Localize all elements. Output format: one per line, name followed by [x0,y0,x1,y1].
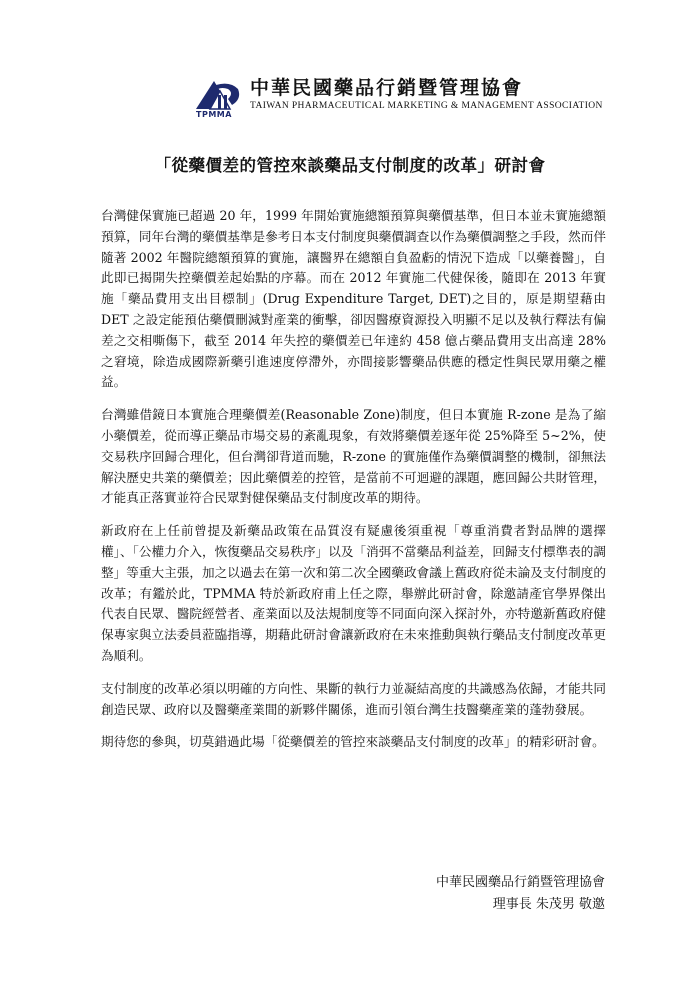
paragraph: 台灣健保實施已超過 20 年，1999 年開始實施總額預算與藥價基準，但日本並未實施總額預算，同年台灣的藥價基準是參考日本支付制度與藥價調查以作為藥價調整之手段，然而伴隨著 2002 年醫院總額預算的實施，讓醫界在總額自負盈虧的情況下造成「以藥養醫」，自此即已揭開失控藥價差起始點的序幕。而在 2012 年實施二代健保後，隨即在 2013 年實施「藥品費用支出目標制」(Drug Expenditure Target, DET)之目的，原是期望藉由 DET 之設定能預估藥價刪減對產業的衝擊，卻因醫療資源投入明顯不足以及執行釋法有偏差之交相嘶傷下，截至 2014 年失控的藥價差已年達約 458 億占藥品費用支出高達 28%之窘境，除造成國際新藥引進速度停滯外，亦間接影響藥品供應的穩定性與民眾用藥之權益。 [101,208,606,390]
document-title: 「從藥價差的管控來談藥品支付制度的改革」研討會 [154,156,546,175]
tpmma-logo [196,77,242,121]
org-names [250,77,603,113]
paragraph: 期待您的參與，切莫錯過此場「從藥價差的管控來談藥品支付制度的改革」的精彩研討會。 [101,734,605,750]
signature-block [436,872,605,916]
org-name-chinese: 中華民國藥品行銷暨管理協會 [250,77,524,99]
signature-org: 中華民國藥品行銷暨管理協會 [435,875,605,890]
signature-signer: 理事長 朱茂男 敬邀 [492,897,605,912]
org-name-english: TAIWAN PHARMACEUTICAL MARKETING & MANAGEMENT ASSOCIATION [250,101,603,111]
paragraph: 台灣雖借鏡日本實施合理藥價差(Reasonable Zone)制度，但日本實施 R-zone 是為了縮小藥價差，從而導正藥品市場交易的紊亂現象，有效將藥價差逐年從 25%降至 5~2%，使交易秩序回歸合理化，但台灣卻背道而馳，R-zone 的實施僅作為藥價調整的機制，卻無法解決歷史共業的藥價差；因此藥價差的控管，是當前不可迴避的課題，應回歸公共財管理，才能真正落實並符合民眾對健保藥品支付制度改革的期待。 [101,407,606,506]
document-body [101,206,606,765]
letterhead [196,77,603,121]
paragraph: 支付制度的改革必須以明確的方向性、果斷的執行力並凝結高度的共識感為依歸，才能共同創造民眾、政府以及醫藥產業間的新夥伴關係，進而引領台灣生技醫藥產業的蓬勃發展。 [101,680,606,717]
tpmma-logo-mark [196,77,242,111]
paragraph: 新政府在上任前曾提及新藥品政策在品質沒有疑慮後須重視「尊重消費者對品牌的選擇權」、「公權力介入，恢復藥品交易秩序」以及「消弭不當藥品利益差，回歸支付標準表的調整」等重大主張，加之以過去在第一次和第二次全國藥政會議上舊政府從未論及支付制度的改革；有鑑於此，TPMMA 特於新政府甫上任之際，舉辦此研討會，除邀請產官學界傑出代表自民眾、醫院經營者、產業面以及法規制度等不同面向深入探討外，亦特邀新舊政府健保專家與立法委員蒞臨指導，期藉此研討會讓新政府在未來推動與執行藥品支付制度改革更為順利。 [101,523,606,663]
logo-caption: TPMMA [196,110,232,119]
